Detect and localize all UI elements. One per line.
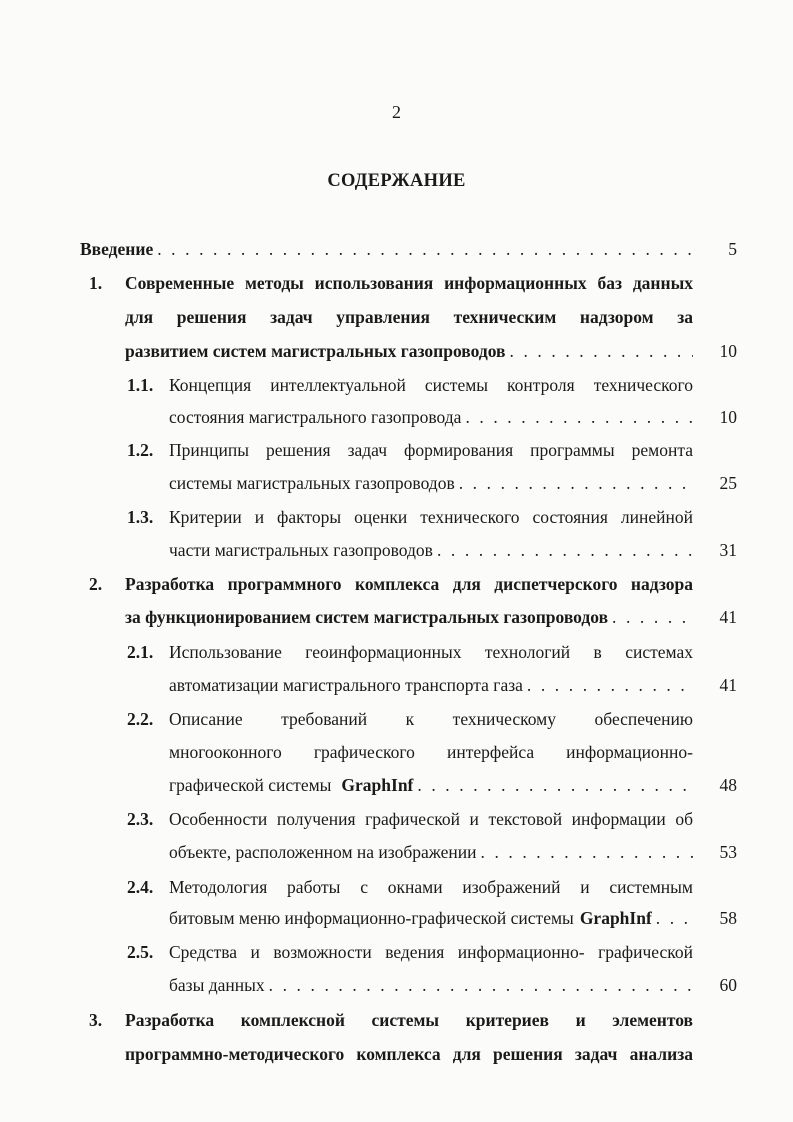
toc-entry-1-1-line1: Концепция интеллектуальной системы контроля технического: [169, 375, 693, 395]
toc-title: СОДЕРЖАНИЕ: [327, 171, 466, 191]
toc-number-1-3: 1.3.: [127, 507, 154, 527]
toc-number-1-1: 1.1.: [127, 375, 154, 395]
toc-entry-2-1-line2: [169, 673, 693, 697]
toc-entry-2-4-text2: битовым меню информационно-графической системы: [169, 908, 574, 928]
toc-entry-1-text3: развитием систем магистральных газопроводов: [125, 341, 506, 361]
toc-entry-1-2-line1: Принципы решения задач формирования программы ремонта: [169, 440, 693, 460]
toc-page-2-3: 53: [719, 842, 737, 862]
toc-leader: [437, 538, 693, 562]
toc-page-2-2: 48: [719, 775, 737, 795]
toc-number-2-3: 2.3.: [127, 809, 154, 829]
toc-leader: [481, 840, 694, 864]
toc-entry-1-line1: Современные методы использования информационных баз данных: [125, 273, 693, 293]
toc-entry-2-2-line3: [169, 773, 693, 797]
toc-page-2-5: 60: [719, 975, 737, 995]
toc-page-intro: 5: [728, 239, 737, 259]
toc-number-1-2: 1.2.: [127, 440, 154, 460]
toc-entry-2-4-graphinf: GraphInf: [579, 908, 652, 928]
toc-leader: [417, 773, 693, 797]
toc-entry-intro: [80, 237, 693, 261]
toc-entry-3-line2: программно-методического комплекса для решения задач анализа: [125, 1044, 693, 1064]
toc-number-2-1: 2.1.: [127, 642, 154, 662]
toc-entry-2-2-line1: Описание требований к техническому обеспечению: [169, 709, 693, 729]
toc-number-2-5: 2.5.: [127, 942, 154, 962]
toc-entry-2-5-line1: Средства и возможности ведения информационно- графической: [169, 942, 693, 962]
toc-entry-1-1-text2: состояния магистрального газопровода: [169, 407, 462, 427]
toc-entry-2-line2: [125, 605, 693, 629]
toc-number-2-4: 2.4.: [127, 877, 154, 897]
toc-entry-1-1-line2: [169, 405, 693, 429]
toc-entry-1-line2: для решения задач управления техническим надзором за: [125, 307, 693, 327]
toc-page-1: 10: [719, 341, 737, 361]
toc-leader: [510, 339, 693, 363]
toc-entry-3-line1: Разработка комплексной системы критериев и элементов: [125, 1010, 693, 1030]
toc-number-1: 1.: [89, 273, 103, 293]
toc-entry-2-3-line1: Особенности получения графической и текстовой информации об: [169, 809, 693, 829]
toc-entry-2-1-line1: Использование геоинформационных технологий в системах: [169, 642, 693, 662]
toc-entry-2-line1: Разработка программного комплекса для диспетчерского надзора: [125, 574, 693, 594]
toc-page-2-4: 58: [719, 908, 737, 928]
page-number: 2: [392, 102, 401, 122]
toc-page-1-1: 10: [719, 407, 737, 427]
toc-entry-2-2-graphinf: GraphInf: [341, 775, 414, 795]
toc-entry-2-2-text3: графической системы: [169, 775, 332, 795]
toc-entry-1-3-line1: Критерии и факторы оценки технического состояния линейной: [169, 507, 693, 527]
toc-leader: [157, 237, 693, 261]
toc-number-2: 2.: [89, 574, 103, 594]
toc-number-2-2: 2.2.: [127, 709, 154, 729]
toc-entry-2-4-line1: Методология работы с окнами изображений и системным: [169, 877, 693, 897]
toc-leader: [459, 471, 693, 495]
toc-leader: [269, 973, 693, 997]
toc-entry-1-2-text2: системы магистральных газопроводов: [169, 473, 455, 493]
toc-page-2-1: 41: [719, 675, 737, 695]
toc-entry-2-1-text2: автоматизации магистрального транспорта газа: [169, 675, 523, 695]
toc-page-1-2: 25: [719, 473, 737, 493]
toc-entry-2-3-line2: [169, 840, 693, 864]
toc-number-3: 3.: [89, 1010, 103, 1030]
toc-page-1-3: 31: [719, 540, 737, 560]
toc-entry-1-2-line2: [169, 471, 693, 495]
toc-entry-1-3-text2: части магистральных газопроводов: [169, 540, 433, 560]
toc-entry-1-3-line2: [169, 538, 693, 562]
toc-page-2: 41: [719, 607, 737, 627]
toc-entry-2-text2: за функционированием систем магистральных газопроводов: [125, 607, 609, 627]
toc-entry-2-3-text2: объекте, расположенном на изображении: [169, 842, 477, 862]
toc-leader: [465, 405, 693, 429]
toc-entry-intro-text: Введение: [80, 239, 154, 259]
toc-entry-2-4-line2: [169, 906, 693, 930]
toc-entry-2-5-text2: базы данных: [169, 975, 265, 995]
toc-leader: [527, 673, 693, 697]
toc-entry-2-2-line2: многооконного графического интерфейса информационно-: [169, 742, 693, 762]
toc-entry-2-5-line2: [169, 973, 693, 997]
toc-entry-1-line3: [125, 339, 693, 363]
